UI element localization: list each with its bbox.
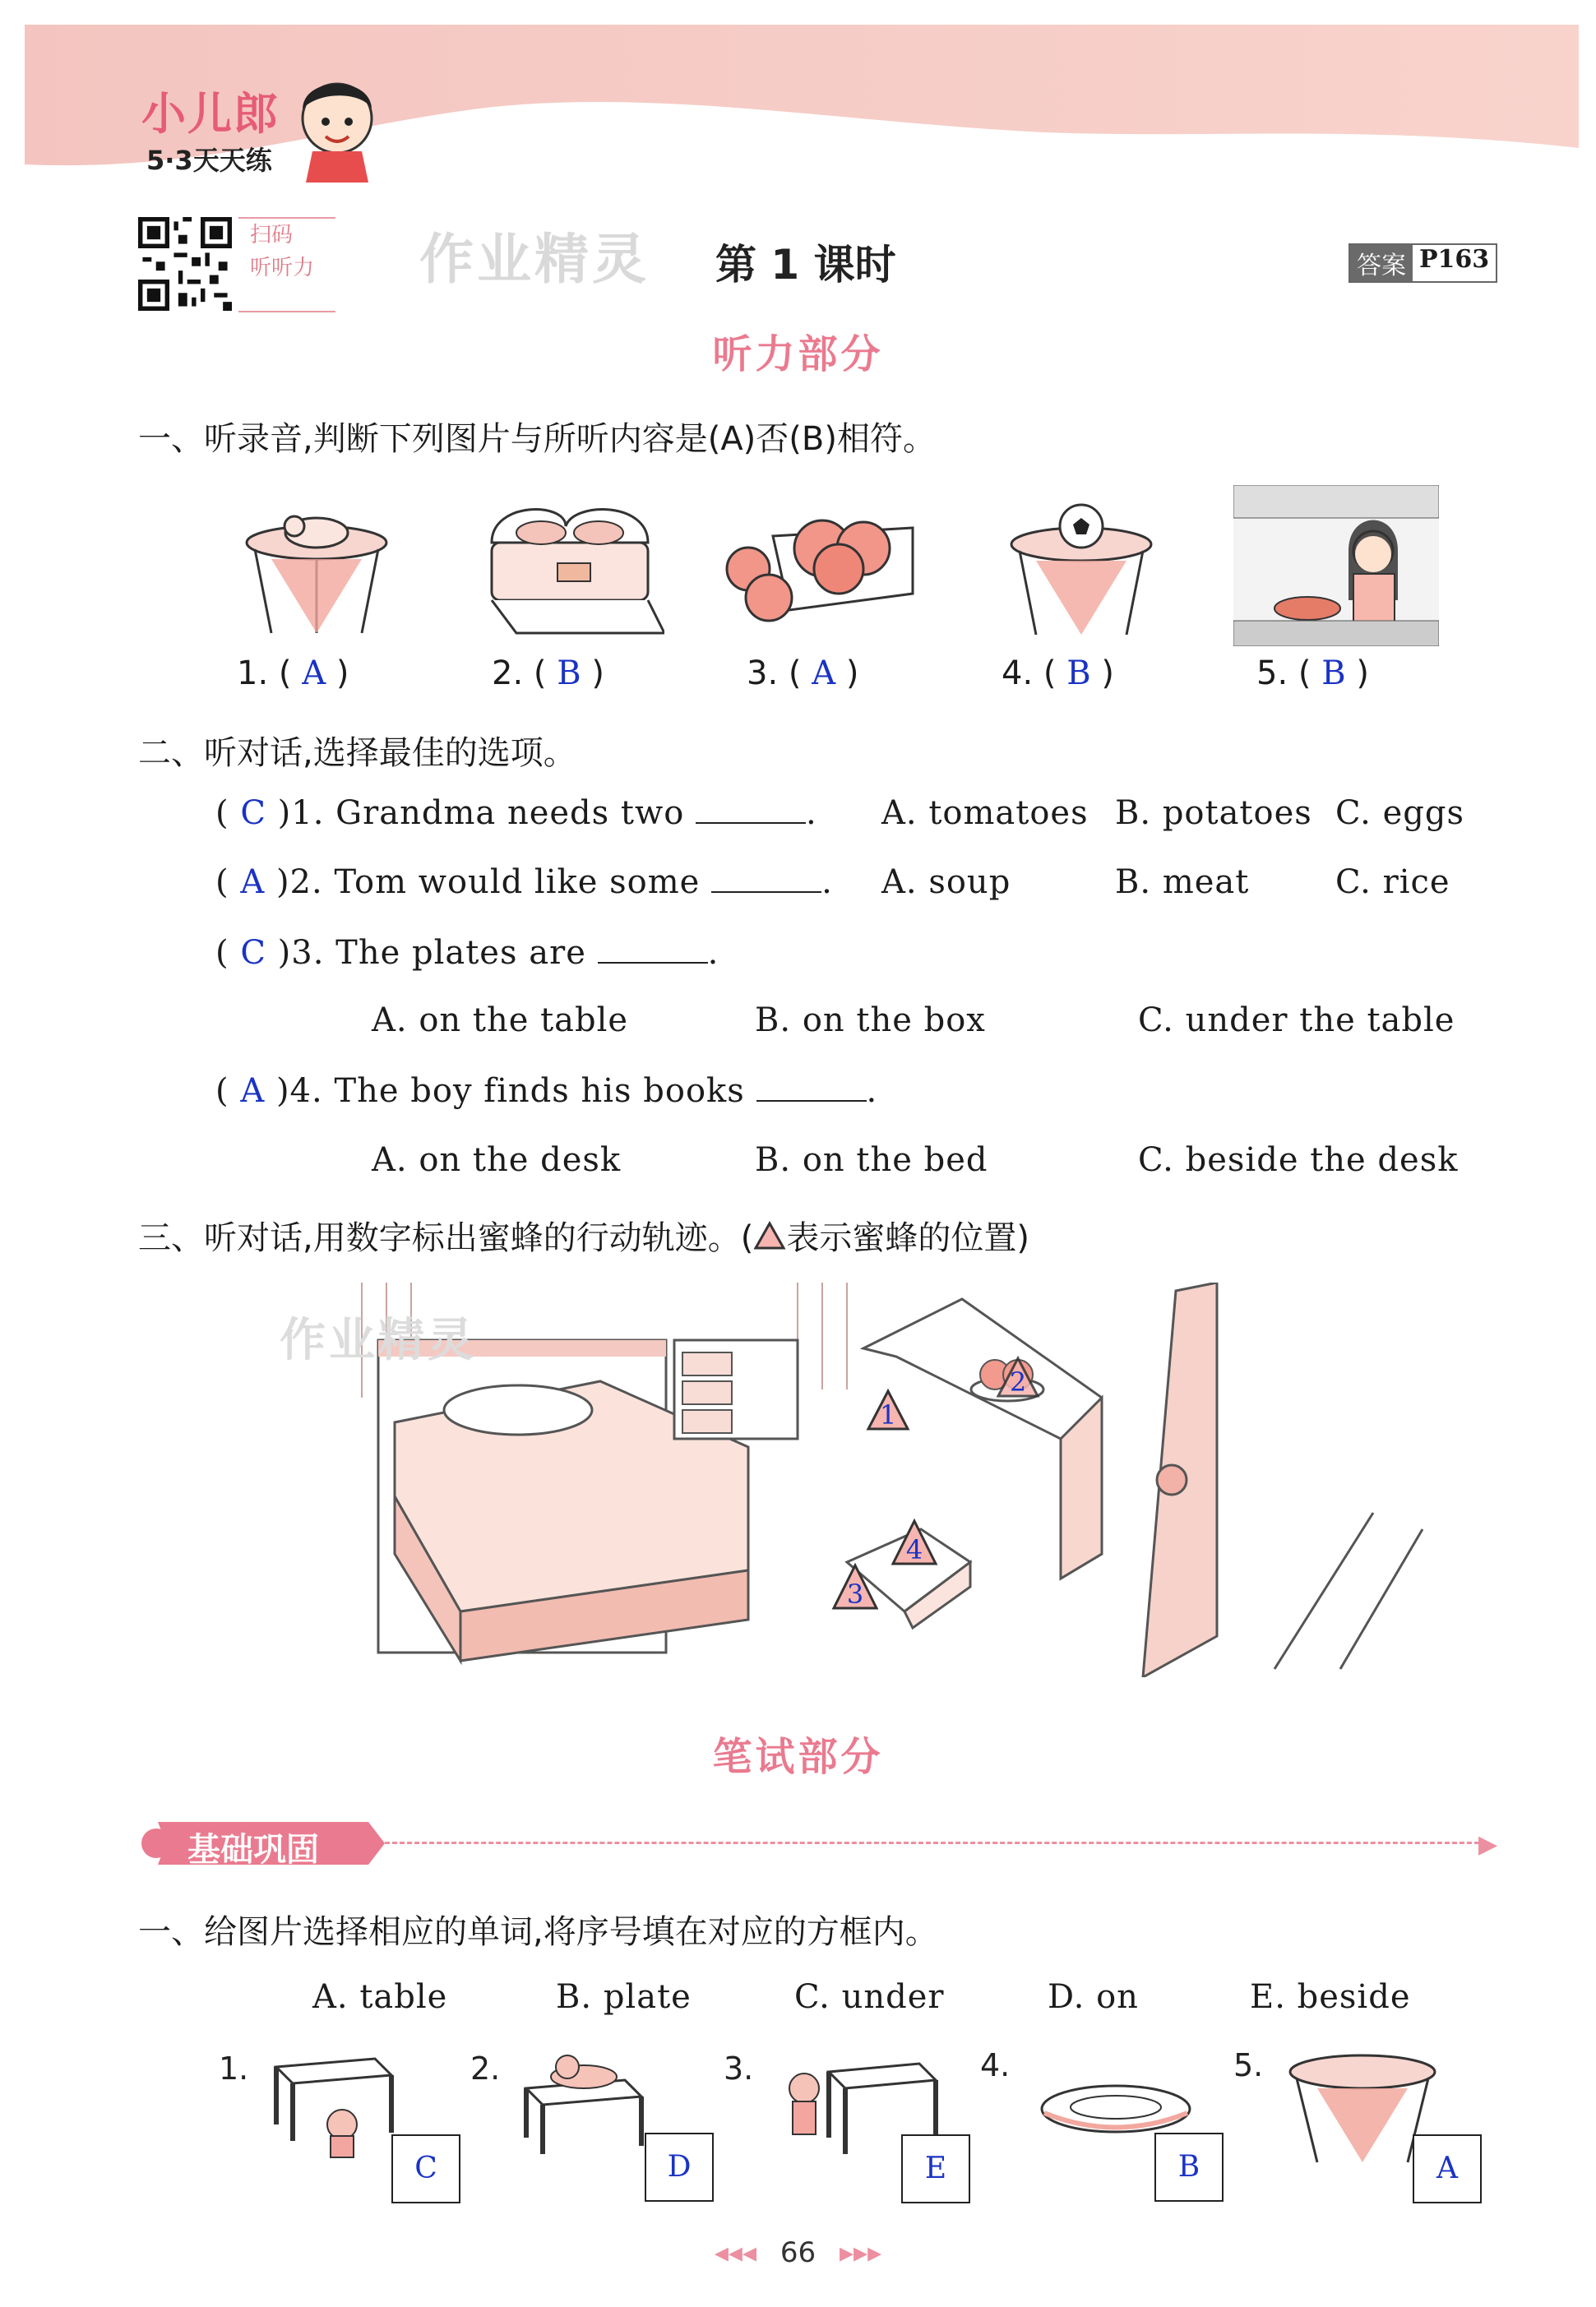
p1-item-1-num: 1. xyxy=(237,654,269,692)
p2-q3-blank[interactable] xyxy=(598,937,708,964)
scan-listen-label xyxy=(238,217,335,312)
answer-page: P163 xyxy=(1419,245,1490,274)
p2-q1-opt-c: C. eggs xyxy=(1335,794,1465,832)
p2-q4-opt-b: B. on the bed xyxy=(755,1141,988,1179)
listening-section-title: 听力部分 xyxy=(712,331,884,377)
plate-icon xyxy=(1038,2080,1194,2138)
p1-item-4-answer[interactable]: B xyxy=(1066,654,1091,692)
p2-q1-blank[interactable] xyxy=(696,798,806,824)
answer-label: 答案 xyxy=(1350,245,1413,281)
p2-q1-end: . xyxy=(806,794,817,832)
p2-q3-opt-a: A. on the table xyxy=(372,1001,629,1039)
triangle-icon xyxy=(753,1221,786,1251)
scan-line-1: 扫码 xyxy=(250,223,294,247)
w5-num: 5. xyxy=(1233,2047,1264,2083)
p1-item-5: 5. ( B ) xyxy=(1256,654,1369,692)
p2-q1: ( C )1. Grandma needs two . xyxy=(215,794,817,832)
word-e: E. beside xyxy=(1250,1978,1411,2016)
p2-q4-num: )4. xyxy=(275,1072,323,1110)
listening-part2-heading: 二、听对话,选择最佳的选项。 xyxy=(138,734,576,772)
doll-under-table-icon xyxy=(268,2050,400,2166)
listening-part1-heading: 一、听录音,判断下列图片与所听内容是(A)否(B)相符。 xyxy=(138,420,936,458)
p2-q3-text: The plates are xyxy=(335,934,586,972)
p2-q4-answer[interactable]: A xyxy=(240,1072,266,1110)
p2-q2-text: Tom would like some xyxy=(334,863,701,901)
lesson-title: 第 1 课时 xyxy=(715,241,896,289)
p1-item-2-answer[interactable]: B xyxy=(557,654,581,692)
p1-item-1-answer[interactable]: A xyxy=(302,654,326,692)
badge-label: 基础巩固 xyxy=(187,1831,319,1869)
bee-label-4: 4 xyxy=(905,1534,923,1565)
p2-q2-blank[interactable] xyxy=(711,867,821,893)
word-a: A. table xyxy=(312,1978,448,2016)
bee-label-1: 1 xyxy=(879,1399,897,1431)
p2-q2-answer[interactable]: A xyxy=(240,863,266,901)
written-section-title: 笔试部分 xyxy=(712,1734,884,1780)
w3-num: 3. xyxy=(724,2050,754,2087)
part3-heading-b: 表示蜜蜂的位置) xyxy=(786,1219,1029,1257)
footer-left-arrows: ◂◂◂ xyxy=(714,2236,757,2269)
word-b: B. plate xyxy=(556,1978,692,2016)
p1-item-3: 3. ( A ) xyxy=(747,654,859,692)
p2-q3-opt-b: B. on the box xyxy=(755,1001,986,1039)
p1-item-4: 4. ( B ) xyxy=(1002,654,1114,692)
page-footer xyxy=(0,2236,1596,2269)
w1-num: 1. xyxy=(219,2050,249,2087)
word-c: C. under xyxy=(794,1978,945,2016)
scene-watermark: 作业精灵 xyxy=(280,1314,477,1367)
doll-on-table-icon xyxy=(518,2047,650,2162)
badge-dashed-line xyxy=(385,1842,1487,1844)
p1-item-5-num: 5. xyxy=(1256,654,1288,692)
p2-q1-answer[interactable]: C xyxy=(240,794,266,832)
p2-q1-num: )1. xyxy=(277,794,325,832)
brand-logo: 小儿郎 xyxy=(141,88,280,140)
p1-item-5-answer[interactable]: B xyxy=(1321,654,1346,692)
p2-q4-opt-c: C. beside the desk xyxy=(1138,1141,1459,1179)
ball-on-table-icon xyxy=(1003,503,1159,643)
p2-q3-answer[interactable]: C xyxy=(240,934,266,972)
w3-answer-box[interactable]: E xyxy=(901,2134,970,2203)
p2-q3-end: . xyxy=(707,934,719,972)
scan-line-2: 听听力 xyxy=(250,256,315,280)
answer-reference xyxy=(1349,243,1497,283)
p2-q4-text: The boy finds his books xyxy=(334,1072,745,1110)
p2-q4-blank[interactable] xyxy=(756,1075,867,1102)
brand-subtitle: 5·3天天练 xyxy=(146,145,272,176)
p1-item-2: 2. ( B ) xyxy=(492,654,604,692)
w4-num: 4. xyxy=(980,2047,1011,2083)
p2-q1-opt-a: A. tomatoes xyxy=(881,794,1089,832)
page-number: 66 xyxy=(779,2236,817,2269)
p1-item-4-num: 4. xyxy=(1002,654,1034,692)
written-part1-heading: 一、给图片选择相应的单词,将序号填在对应的方框内。 xyxy=(138,1913,938,1951)
p2-q2-end: . xyxy=(821,863,833,901)
p2-q2-opt-b: B. meat xyxy=(1115,863,1250,901)
p1-item-2-num: 2. xyxy=(492,654,524,692)
w2-num: 2. xyxy=(470,2050,501,2087)
p1-item-1: 1. ( A ) xyxy=(237,654,349,692)
p2-q3-num: )3. xyxy=(277,934,325,972)
p2-q2: ( A )2. Tom would like some . xyxy=(215,863,833,901)
bee-label-3: 3 xyxy=(846,1579,864,1610)
bee-label-2: 2 xyxy=(1009,1366,1027,1398)
bed-with-box-icon xyxy=(475,493,664,641)
cat-on-table-icon xyxy=(238,510,395,641)
p2-q1-text: Grandma needs two xyxy=(335,794,685,832)
w2-answer-box[interactable]: D xyxy=(645,2133,714,2202)
p2-q3-opt-c: C. under the table xyxy=(1138,1001,1455,1039)
listening-part3-heading xyxy=(138,1212,1029,1259)
apples-in-box-icon xyxy=(724,503,921,643)
qr-code-icon[interactable] xyxy=(138,217,232,311)
w1-answer-box[interactable]: C xyxy=(391,2134,460,2203)
p1-item-3-answer[interactable]: A xyxy=(812,654,836,692)
p2-q3: ( C )3. The plates are . xyxy=(215,934,719,972)
p2-q2-opt-a: A. soup xyxy=(881,863,1011,901)
w4-answer-box[interactable]: B xyxy=(1154,2133,1224,2202)
part3-heading-a: 三、听对话,用数字标出蜜蜂的行动轨迹。( xyxy=(138,1219,754,1257)
p2-q4: ( A )4. The boy finds his books . xyxy=(215,1072,878,1110)
p2-q2-num: )2. xyxy=(275,863,323,901)
arrow-right-icon: ▶ xyxy=(1478,1830,1498,1859)
p2-q2-opt-c: C. rice xyxy=(1335,863,1450,901)
p2-q4-opt-a: A. on the desk xyxy=(372,1141,622,1179)
word-d: D. on xyxy=(1048,1978,1139,2016)
watermark: 作业精灵 xyxy=(419,228,650,291)
p2-q1-opt-b: B. potatoes xyxy=(1115,794,1312,832)
girl-cooking-icon xyxy=(1233,485,1439,646)
w5-answer-box[interactable]: A xyxy=(1413,2134,1482,2203)
p1-item-3-num: 3. xyxy=(747,654,779,692)
footer-right-arrows: ▸▸▸ xyxy=(839,2236,882,2269)
p2-q4-end: . xyxy=(866,1072,878,1110)
